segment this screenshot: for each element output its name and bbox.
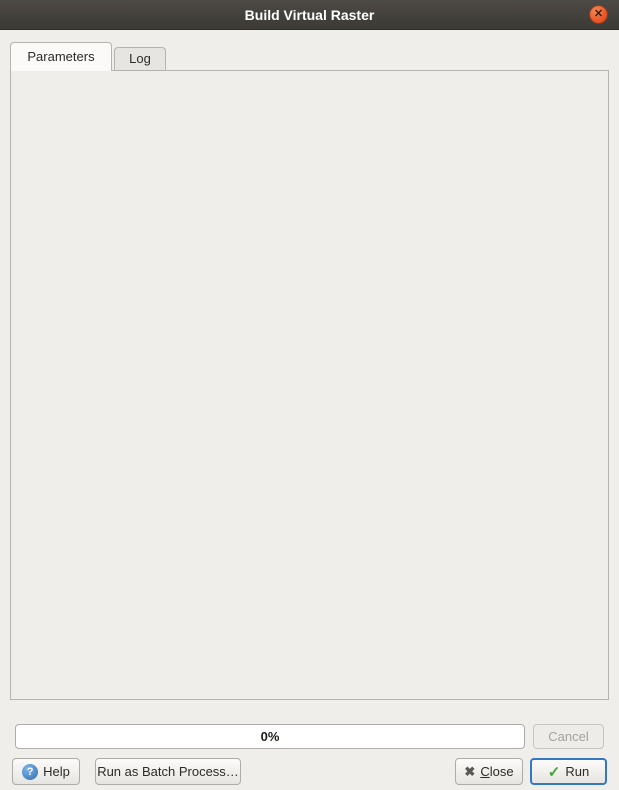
run-button[interactable] [530,758,607,785]
close-button[interactable] [455,758,523,785]
run-as-batch-button[interactable] [95,758,241,785]
close-icon: ✕ [593,8,604,20]
run-label: Run [565,764,590,779]
help-icon: ? [22,764,38,780]
parameters-tab-pane [10,70,609,700]
close-label: Close [480,764,514,779]
cancel-button[interactable] [533,724,604,749]
progress-bar [15,724,525,749]
close-x-icon: ✖ [464,763,476,779]
run-check-icon: ✓ [547,763,561,781]
window-titlebar [0,0,619,30]
batch-label: Run as Batch Process… [97,764,239,779]
help-label: Help [43,764,70,779]
tab-parameters[interactable]: Parameters [10,42,112,71]
cancel-label: Cancel [548,729,589,744]
progress-label: 0% [260,729,280,744]
tab-log[interactable]: Log [114,47,166,71]
help-button[interactable] [12,758,80,785]
window-close-button[interactable] [589,5,608,24]
window-title: Build Virtual Raster [244,7,375,23]
